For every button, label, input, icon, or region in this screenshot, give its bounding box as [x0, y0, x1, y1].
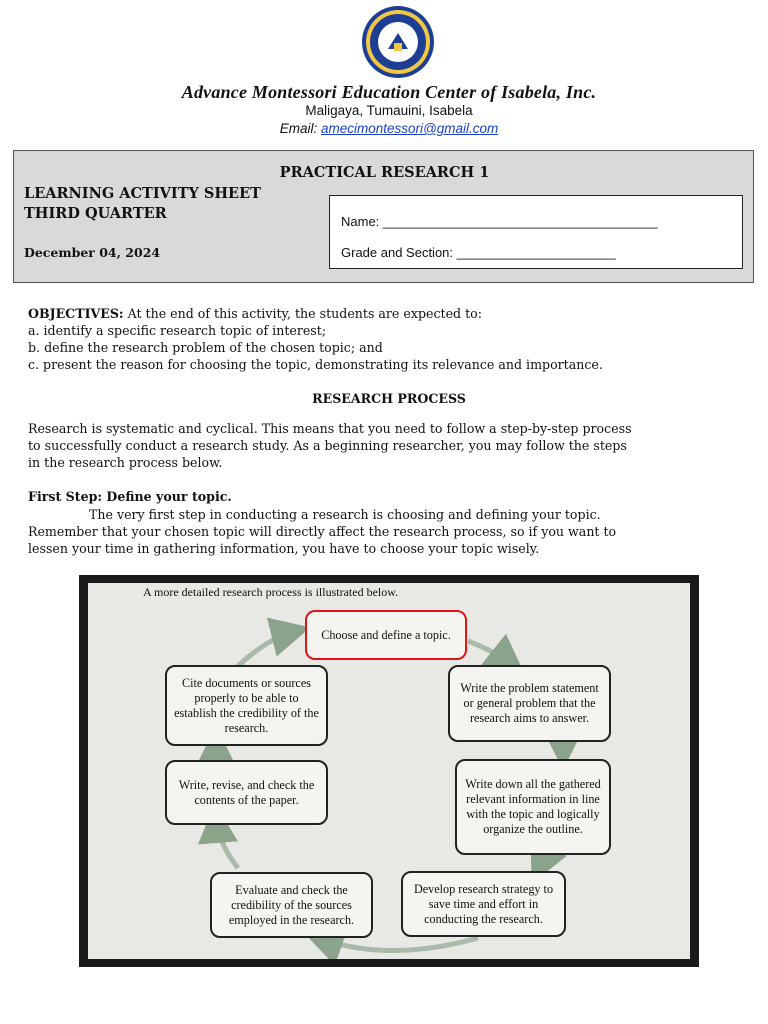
school-address: Maligaya, Tumauini, Isabela [305, 103, 473, 118]
activity-date: December 04, 2024 [24, 245, 161, 260]
student-info-box [329, 195, 743, 269]
section-title: RESEARCH PROCESS [312, 391, 466, 406]
email-label: Email: [279, 121, 318, 136]
objectives-label: OBJECTIVES: [28, 306, 124, 321]
first-step-line: Remember that your chosen topic will directly affect the research process, so if you want to [28, 524, 617, 539]
step-evaluate-sources: Evaluate and check the credibility of the sources employed in the research. [210, 872, 373, 938]
objective-item: c. present the reason for choosing the topic, demonstrating its relevance and importance. [28, 357, 603, 372]
step-write-revise: Write, revise, and check the contents of the paper. [165, 760, 328, 825]
school-seal-logo [361, 5, 435, 79]
objectives-intro-text: At the end of this activity, the students are expected to: [123, 306, 482, 321]
first-step-line: The very first step in conducting a research is choosing and defining your topic. [89, 507, 601, 522]
step-research-strategy: Develop research strategy to save time and effort in conducting the research. [401, 871, 566, 937]
name-field[interactable]: Name: ______________________________________ [341, 214, 658, 229]
intro-line: to successfully conduct a research study. As a beginning researcher, you may follow the steps [28, 438, 627, 453]
subject-title: PRACTICAL RESEARCH 1 [279, 164, 490, 181]
email-line [0, 121, 768, 136]
step-organize-outline: Write down all the gathered relevant information in line with the topic and logically organize the outline. [455, 759, 611, 855]
objective-item: b. define the research problem of the chosen topic; and [28, 340, 383, 355]
school-name: Advance Montessori Education Center of Isabela, Inc. [181, 82, 597, 102]
quarter-label: THIRD QUARTER [24, 205, 167, 222]
objective-item: a. identify a specific research topic of interest; [28, 323, 327, 338]
step-write-problem: Write the problem statement or general problem that the research aims to answer. [448, 665, 611, 742]
sheet-type: LEARNING ACTIVITY SHEET [24, 185, 261, 202]
research-process-diagram [88, 583, 690, 959]
intro-line: Research is systematic and cyclical. This means that you need to follow a step-by-step process [28, 421, 632, 436]
objectives-intro [28, 305, 482, 322]
grade-section-field[interactable]: Grade and Section: ______________________ [341, 245, 616, 260]
first-step-heading: First Step: Define your topic. [28, 489, 232, 504]
activity-header-box [13, 150, 754, 283]
first-step-line: lessen your time in gathering information, you have to choose your topic wisely. [28, 541, 540, 556]
diagram-caption: A more detailed research process is illustrated below. [143, 585, 399, 599]
step-choose-topic: Choose and define a topic. [305, 610, 467, 660]
email-link[interactable]: amecimontessori@gmail.com [321, 121, 499, 136]
step-cite-sources: Cite documents or sources properly to be able to establish the credibility of the research. [165, 665, 328, 746]
intro-line: in the research process below. [28, 455, 223, 470]
research-process-figure [79, 575, 699, 967]
